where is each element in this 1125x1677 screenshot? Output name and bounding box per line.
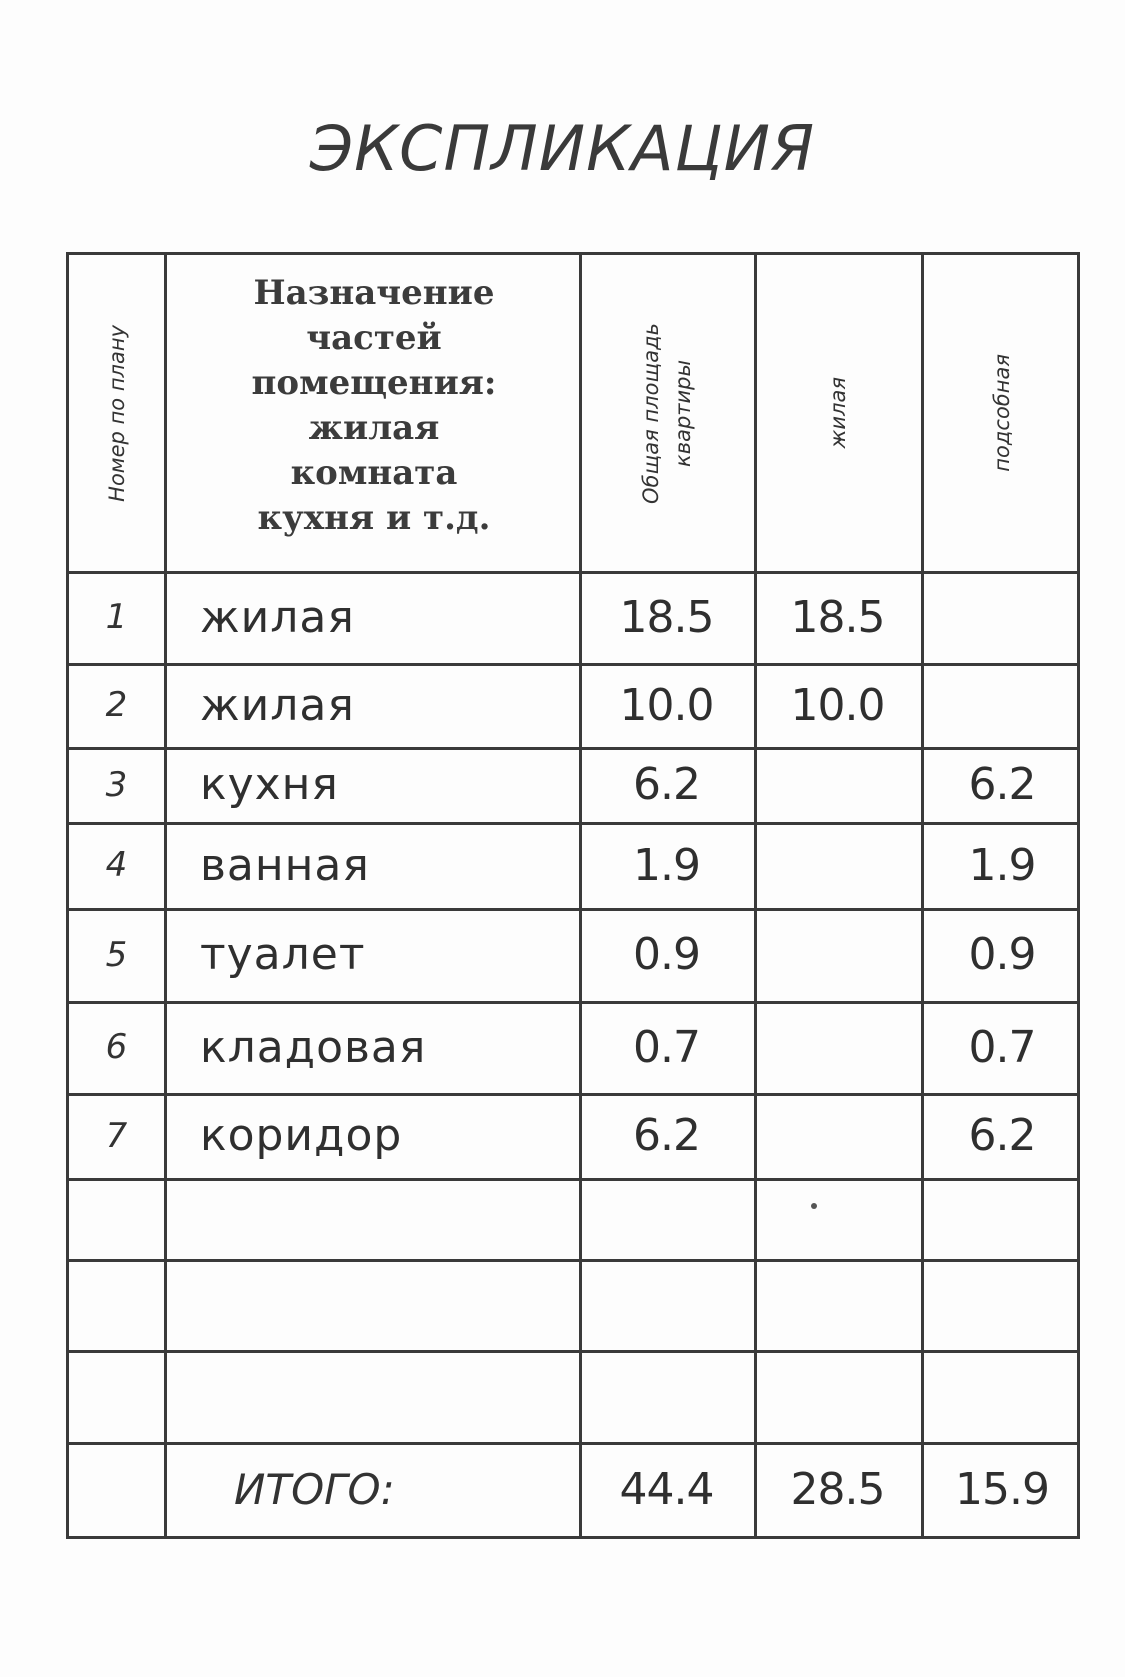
room-name: жилая xyxy=(200,591,355,643)
header-number: Номер по плану xyxy=(104,324,129,502)
auxiliary-area-value: 6.2 xyxy=(968,759,1036,810)
total-area-value: 0.9 xyxy=(633,929,700,980)
living-area-value xyxy=(754,1093,921,1178)
room-name: коридор xyxy=(200,1110,403,1161)
auxiliary-area-value xyxy=(921,571,1083,663)
row-number: 5 xyxy=(105,934,128,975)
total-area-value: 6.2 xyxy=(633,1110,700,1161)
living-area-value: 18.5 xyxy=(790,591,885,643)
auxiliary-area-value: 0.9 xyxy=(968,929,1036,980)
row-number: 6 xyxy=(105,1027,128,1067)
totals-auxiliary-area: 15.9 xyxy=(955,1463,1049,1515)
row-number: 3 xyxy=(105,764,128,805)
living-area-value xyxy=(754,822,921,908)
row-number: 4 xyxy=(105,845,128,885)
row-divider xyxy=(69,1259,1077,1262)
living-area-value xyxy=(754,1001,921,1093)
living-area-value xyxy=(754,747,921,822)
explication-table xyxy=(66,252,1080,1539)
auxiliary-area-value: 1.9 xyxy=(968,839,1036,891)
row-number: 2 xyxy=(105,685,128,725)
header-total-area: Общая площадь квартиры xyxy=(638,322,695,504)
header-auxiliary: подсобная xyxy=(990,354,1014,472)
row-number: 7 xyxy=(105,1115,128,1156)
auxiliary-area-value: 0.7 xyxy=(968,1021,1036,1073)
scan-speck xyxy=(811,1203,817,1209)
header-number-cell xyxy=(69,255,164,571)
total-area-value: 10.0 xyxy=(619,679,714,731)
totals-living-area: 28.5 xyxy=(790,1463,885,1515)
living-area-value: 10.0 xyxy=(790,679,885,731)
room-name: жилая xyxy=(200,679,355,731)
auxiliary-area-value: 6.2 xyxy=(968,1110,1036,1161)
auxiliary-area-value xyxy=(921,663,1083,747)
totals-total-area: 44.4 xyxy=(619,1463,714,1515)
total-area-value: 6.2 xyxy=(633,759,700,810)
room-name: кухня xyxy=(200,759,339,810)
room-name: кладовая xyxy=(200,1021,427,1073)
total-area-value: 1.9 xyxy=(633,839,700,891)
header-auxiliary-cell xyxy=(921,255,1083,571)
document-title: ЭКСПЛИКАЦИЯ xyxy=(309,112,816,185)
header-purpose: Назначение частей помещения: жилая комната кухня и т.д. xyxy=(251,273,497,538)
room-name: туалет xyxy=(200,929,366,980)
header-living: жилая xyxy=(825,377,850,449)
row-number: 1 xyxy=(105,597,128,637)
row-divider xyxy=(69,1178,1077,1181)
header-living-cell xyxy=(754,255,921,571)
living-area-value xyxy=(754,908,921,1001)
row-divider xyxy=(69,1350,1077,1353)
header-total-area-cell xyxy=(579,255,754,571)
room-name: ванная xyxy=(200,839,370,891)
totals-label: ИТОГО: xyxy=(234,1464,395,1514)
total-area-value: 18.5 xyxy=(619,591,714,643)
total-area-value: 0.7 xyxy=(633,1021,700,1073)
